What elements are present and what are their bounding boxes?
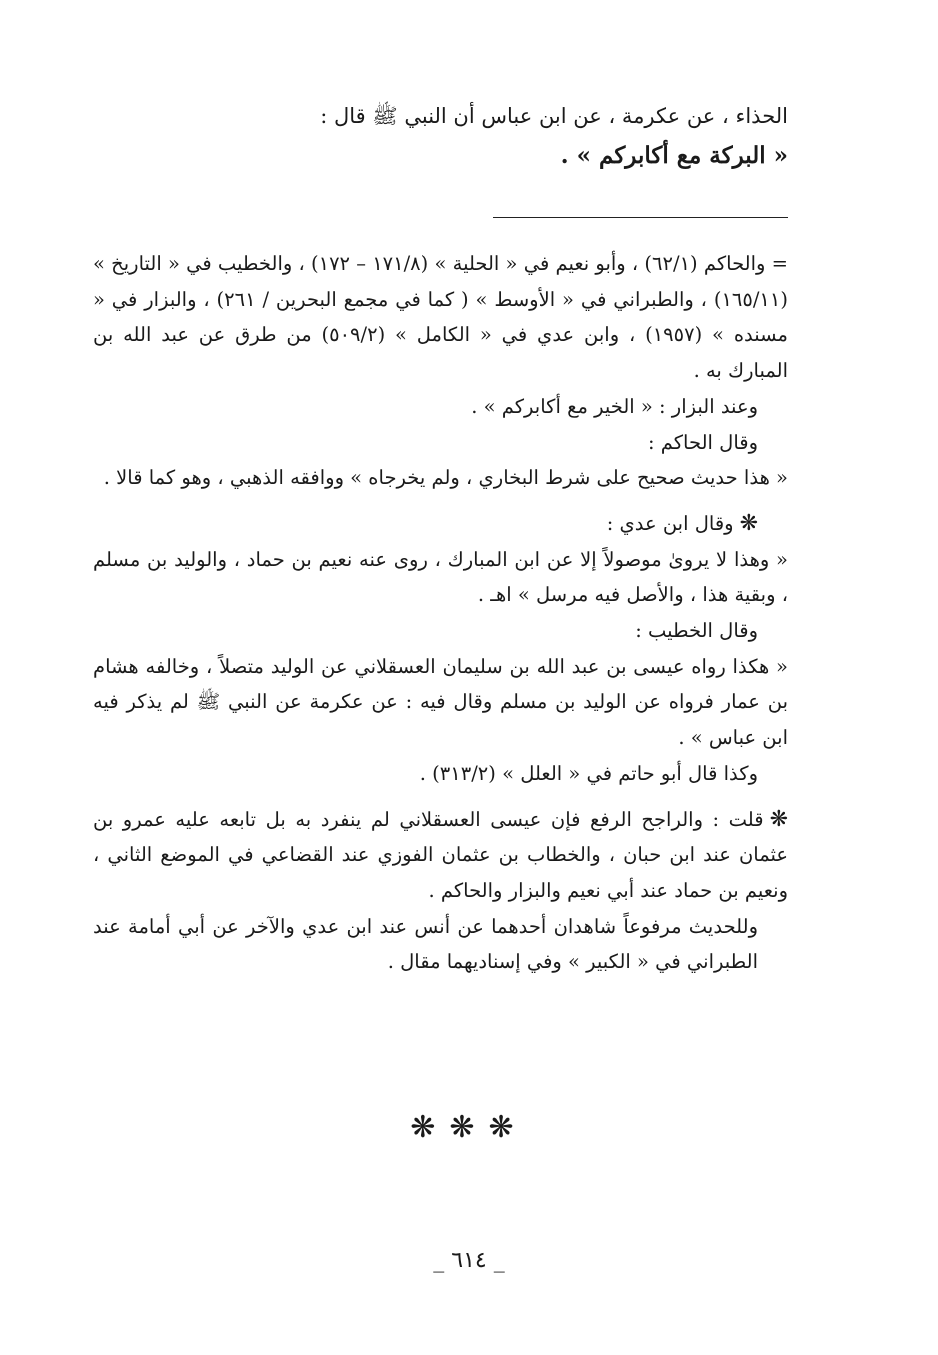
page-number: _ ٦١٤ _	[433, 1248, 505, 1273]
footnotes	[93, 246, 788, 980]
footnote-paragraph: « هذا حديث صحيح على شرط البخاري ، ولم يخرجاه » ووافقه الذهبي ، وهو كما قالا .	[103, 466, 788, 490]
footnote-paragraph: « هكذا رواه عيسى بن عبد الله بن سليمان العسقلاني عن الوليد متصلاً ، وخالفه هشام بن عمار فرواه عن الوليد بن مسلم وقال فيه : عن عكرمة عن النبي ﷺ لم يذكر فيه ابن عباس » .	[93, 654, 788, 750]
footnote-text: وقال ابن عدي :	[606, 511, 734, 535]
footnote-paragraph: = والحاكم (٦٢/١) ، وأبو نعيم في « الحلية » (١٧١/٨ – ١٧٢) ، والخطيب في « التاريخ » (١٦٥/١١) ، والطبراني في « الأوسط » ( كما في مجمع البحرين / ٢٦١) ، والبزار في « مسنده » (١٩٥٧) ، وابن عدي في « الكامل » (٥٠٩/٢) من طرق عن عبد الله بن المبارك به .	[93, 252, 788, 383]
asterism-icon: ❋	[739, 510, 758, 536]
asterism-icon: ❋	[769, 806, 788, 832]
footnote-paragraph: وكذا قال أبو حاتم في « العلل » (٣١٣/٢) .	[419, 761, 758, 785]
footnote-separator	[493, 217, 788, 218]
footnote-paragraph: « وهذا لا يروىٰ موصولاً إلا عن ابن المبارك ، روى عنه نعيم بن حماد ، والوليد بن مسلم ، وبقية هذا ، والأصل فيه مرسل » اهـ .	[93, 547, 788, 607]
footnote-paragraph	[93, 506, 788, 542]
footnote-paragraph	[93, 802, 788, 909]
footnote-paragraph: وقال الحاكم :	[648, 430, 758, 454]
footnote-text: قلت : والراجح الرفع فإن عيسى العسقلاني لم ينفرد به بل تابعه عليه عمرو بن عثمان عند ابن حبان ، والخطاب بن عثمان الفوزي عند القضاعي في الموضع الثاني ، ونعيم بن حماد عند أبي نعيم والبزار والحاكم .	[93, 807, 788, 902]
hadith-text: « البركة مع أكابركم » .	[560, 142, 788, 169]
main-text-line: الحذاء ، عن عكرمة ، عن ابن عباس أن النبي ﷺ قال :	[320, 104, 788, 128]
footnote-paragraph: وعند البزار : « الخير مع أكابركم » .	[471, 394, 758, 418]
section-ornament: ❋❋❋	[410, 1110, 528, 1145]
footnote-paragraph: وللحديث مرفوعاً شاهدان أحدهما عن أنس عند ابن عدي والآخر عن أبي أمامة عند الطبراني في « الكبير » وفي إسناديهما مقال .	[93, 914, 758, 974]
footnote-paragraph: وقال الخطيب :	[635, 619, 758, 643]
main-text	[88, 96, 788, 176]
